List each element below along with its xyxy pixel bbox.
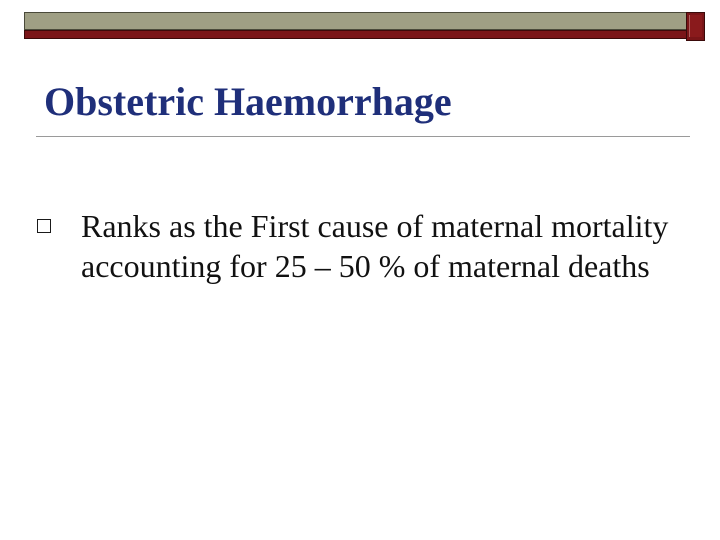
top-decorative-bar <box>24 12 688 30</box>
slide-title: Obstetric Haemorrhage <box>44 79 452 124</box>
title-divider <box>36 136 690 137</box>
corner-accent-highlight <box>689 15 702 37</box>
top-accent-bar <box>24 30 688 39</box>
bullet-text: Ranks as the First cause of maternal mortality accounting for 25 – 50 % of maternal deaths <box>81 208 669 284</box>
square-bullet-icon <box>37 219 51 233</box>
